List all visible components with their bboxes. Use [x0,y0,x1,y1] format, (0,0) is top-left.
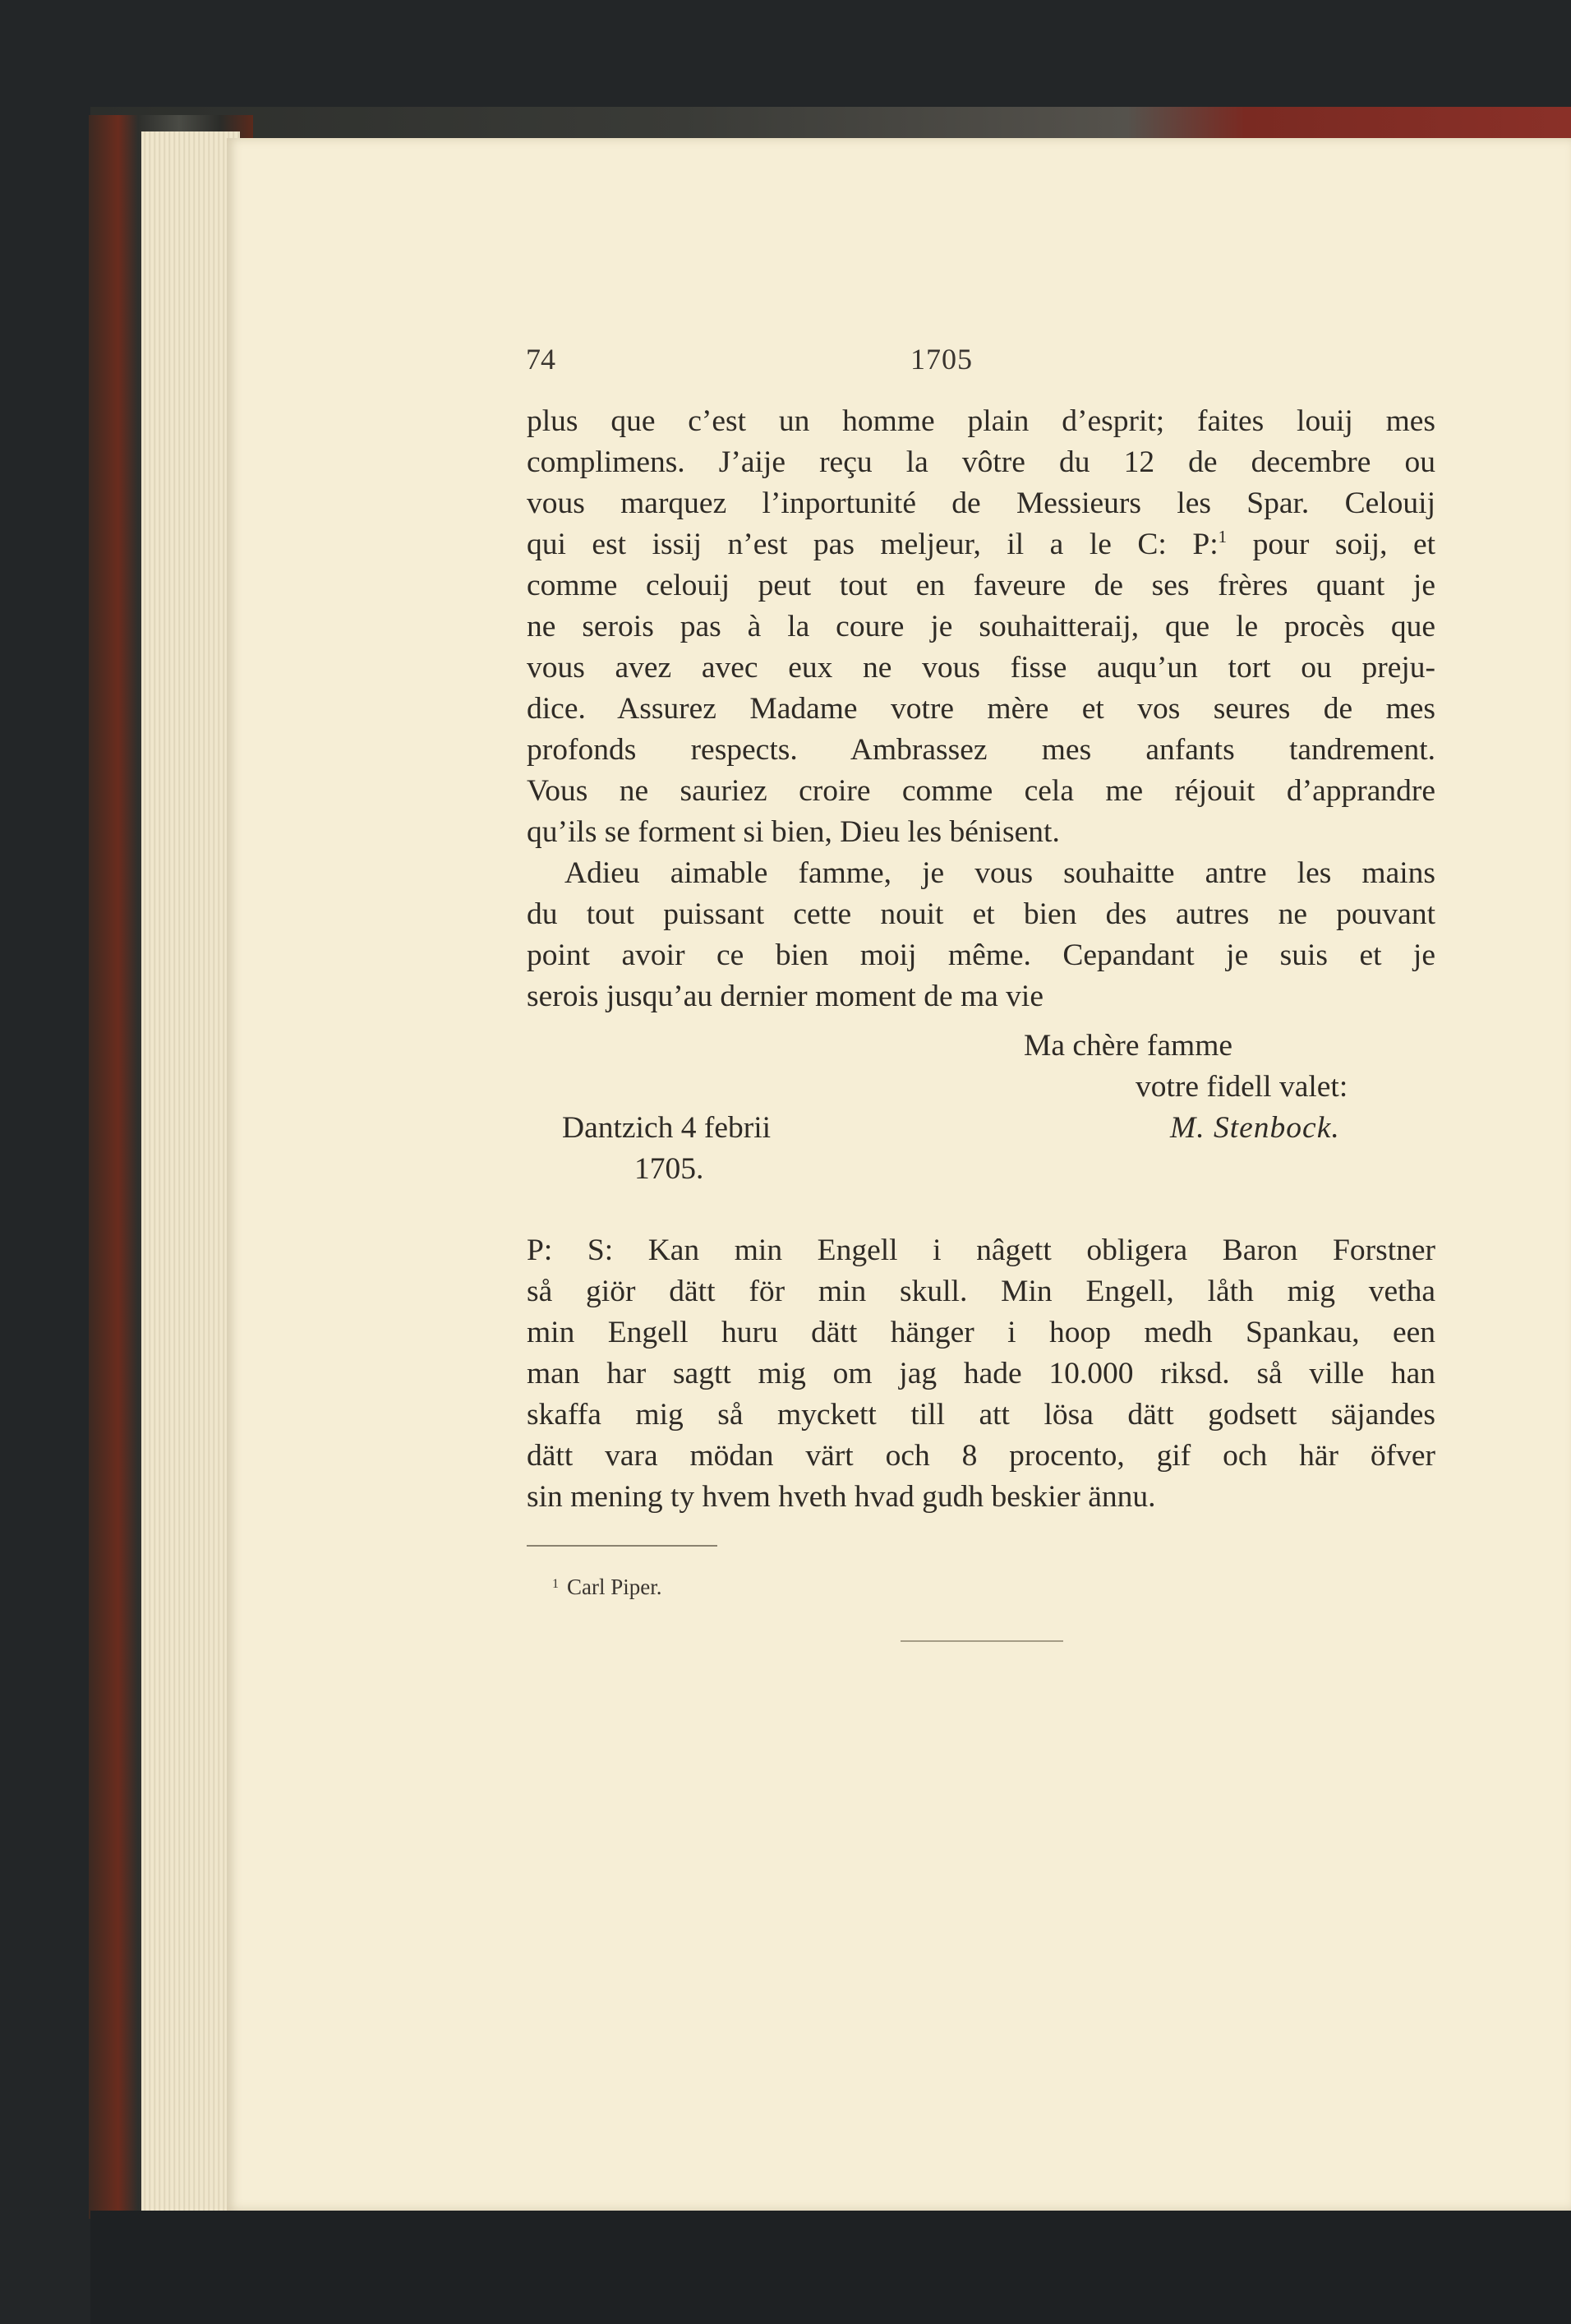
letter-line: profonds respects. Ambrassez mes anfants tandrement. [527,733,1435,767]
closing-valet: votre fidell valet: [1136,1070,1348,1104]
footnote-number: 1 [552,1577,559,1591]
postscript-line: så giör dätt för min skull. Min Engell, låth mig vetha [527,1275,1435,1308]
book-cover-top-edge [90,107,1571,141]
running-head-year: 1705 [910,343,973,376]
letter-line: qu’ils se forment si bien, Dieu les bénisent. [527,815,1060,849]
letter-line-part: pour soij, et [1252,528,1436,561]
letter-line: plus que c’est un homme plain d’esprit; faites louij mes [527,404,1435,438]
postscript-line: P: S: Kan min Engell i nâgett obligera Baron Forstner [527,1233,1435,1267]
letter-line: point avoir ce bien moij même. Cepandant je suis et je [527,938,1435,972]
closing-greeting: Ma chère famme [1024,1029,1233,1063]
letter-line-part: qui est issij n’est pas meljeur, il a le C: P: [527,528,1219,561]
footnote-rule [527,1545,717,1547]
letter-line: du tout puissant cette nouit et bien des autres ne pouvant [527,897,1435,931]
signature: M. Stenbock. [1170,1111,1340,1145]
footnote [552,1568,662,1603]
footnote-marker: 1 [1218,527,1228,546]
letter-line: serois jusqu’au dernier moment de ma vie [527,980,1043,1013]
postscript [527,1230,1435,1518]
page-number: 74 [526,343,555,376]
dateline-place: Dantzich 4 febrii [562,1111,772,1145]
letter-line: complimens. J’aije reçu la vôtre du 12 de decembre ou [527,445,1435,479]
letter-line: ne serois pas à la coure je souhaitteraij, que le procès que [527,610,1435,643]
letter-line: Vous ne sauriez croire comme cela me réjouit d’apprandre [527,774,1435,808]
postscript-line: skaffa mig så myckett till att lösa dätt godsett säjandes [527,1398,1435,1432]
postscript-line: dätt vara mödan värt och 8 procento, gif och här öfver [527,1439,1435,1473]
letter-line-with-footnote [527,524,1435,565]
dateline-year: 1705. [634,1152,704,1186]
end-rule [901,1640,1063,1642]
letter-line: comme celouij peut tout en faveure de ses frères quant je [527,569,1435,602]
letter-body [527,401,1435,1017]
postscript-line: man har sagtt mig om jag hade 10.000 riksd. så ville han [527,1357,1435,1390]
book-cover-bottom [90,2211,1571,2324]
page-edges [141,131,240,2219]
letter-line: vous marquez l’inportunité de Messieurs les Spar. Celouij [527,486,1435,520]
postscript-line: sin mening ty hvem hveth hvad gudh beskier ännu. [527,1480,1156,1514]
letter-line: dice. Assurez Madame votre mère et vos seures de mes [527,692,1435,726]
letter-line: Adieu aimable famme, je vous souhaitte antre les mains [564,856,1435,890]
letter-line: vous avez avec eux ne vous fisse auqu’un tort ou preju- [527,651,1435,685]
postscript-line: min Engell huru dätt hänger i hoop medh Spankau, een [527,1316,1435,1349]
footnote-text: Carl Piper. [567,1575,662,1599]
